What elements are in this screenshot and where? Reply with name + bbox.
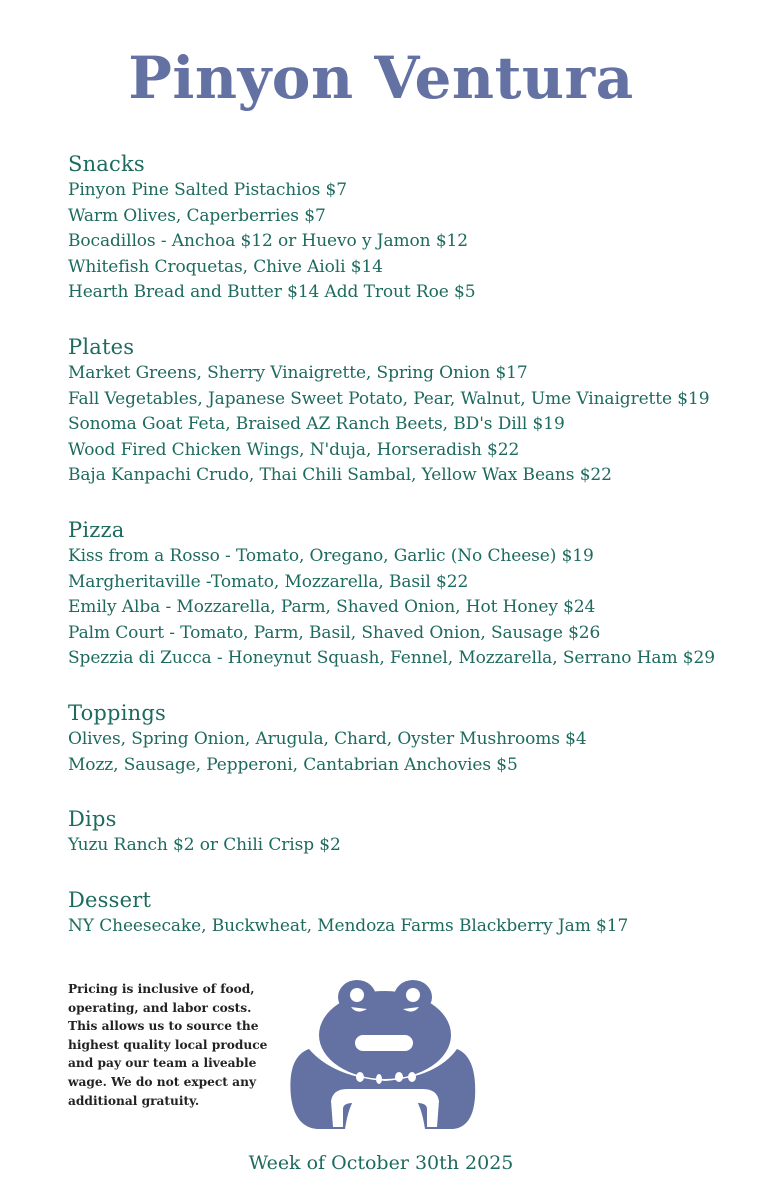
pricing-note: Pricing is inclusive of food, operating, and labor costs. This allows us to source the highest quality local produce and pay our team a liveable wage. We do not expect any additional gratuity.: [68, 982, 268, 1108]
menu-section-plates: [68, 333, 748, 489]
menu-item: Market Greens, Sherry Vinaigrette, Spring Onion $17: [68, 362, 528, 383]
menu: [68, 150, 748, 966]
menu-item: NY Cheesecake, Buckwheat, Mendoza Farms Blackberry Jam $17: [68, 915, 629, 936]
week-date: Week of October 30th 2025: [248, 1152, 514, 1174]
menu-section-dessert: [68, 886, 748, 940]
menu-item: Olives, Spring Onion, Arugula, Chard, Oyster Mushrooms $4: [68, 728, 587, 749]
menu-section-dips: [68, 805, 748, 859]
menu-item: Warm Olives, Caperberries $7: [68, 205, 326, 226]
section-heading: Dips: [68, 807, 117, 832]
section-heading: Pizza: [68, 517, 125, 542]
menu-item: Yuzu Ranch $2 or Chili Crisp $2: [68, 835, 341, 856]
menu-item: Bocadillos - Anchoa $12 or Huevo y Jamon $12: [68, 231, 468, 252]
frog-icon: [287, 977, 477, 1137]
restaurant-title: Pinyon Ventura: [128, 44, 634, 112]
section-heading: Dessert: [68, 887, 152, 912]
menu-item: Pinyon Pine Salted Pistachios $7: [68, 180, 347, 200]
menu-item: Sonoma Goat Feta, Braised AZ Ranch Beets, BD's Dill $19: [68, 414, 565, 435]
menu-section-pizza: [68, 516, 748, 672]
section-heading: Plates: [68, 334, 135, 359]
menu-section-toppings: [68, 699, 748, 778]
menu-item: Spezzia di Zucca - Honeynut Squash, Fennel, Mozzarella, Serrano Ham $29: [68, 648, 715, 669]
menu-item: Kiss from a Rosso - Tomato, Oregano, Garlic (No Cheese) $19: [68, 545, 594, 566]
menu-item: Mozz, Sausage, Pepperoni, Cantabrian Anchovies $5: [68, 754, 518, 775]
menu-item: Whitefish Croquetas, Chive Aioli $14: [68, 256, 383, 277]
menu-section-snacks: [68, 150, 748, 306]
menu-item: Baja Kanpachi Crudo, Thai Chili Sambal, Yellow Wax Beans $22: [68, 465, 612, 486]
menu-item: Wood Fired Chicken Wings, N'duja, Horseradish $22: [68, 439, 520, 460]
menu-item: Hearth Bread and Butter $14 Add Trout Roe $5: [68, 282, 476, 303]
section-heading: Toppings: [68, 700, 166, 725]
menu-item: Fall Vegetables, Japanese Sweet Potato, Pear, Walnut, Ume Vinaigrette $19: [68, 388, 710, 409]
section-heading: Snacks: [68, 152, 145, 176]
menu-item: Emily Alba - Mozzarella, Parm, Shaved Onion, Hot Honey $24: [68, 597, 596, 618]
menu-item: Palm Court - Tomato, Parm, Basil, Shaved Onion, Sausage $26: [68, 622, 601, 643]
menu-item: Margheritaville -Tomato, Mozzarella, Basil $22: [68, 571, 469, 592]
